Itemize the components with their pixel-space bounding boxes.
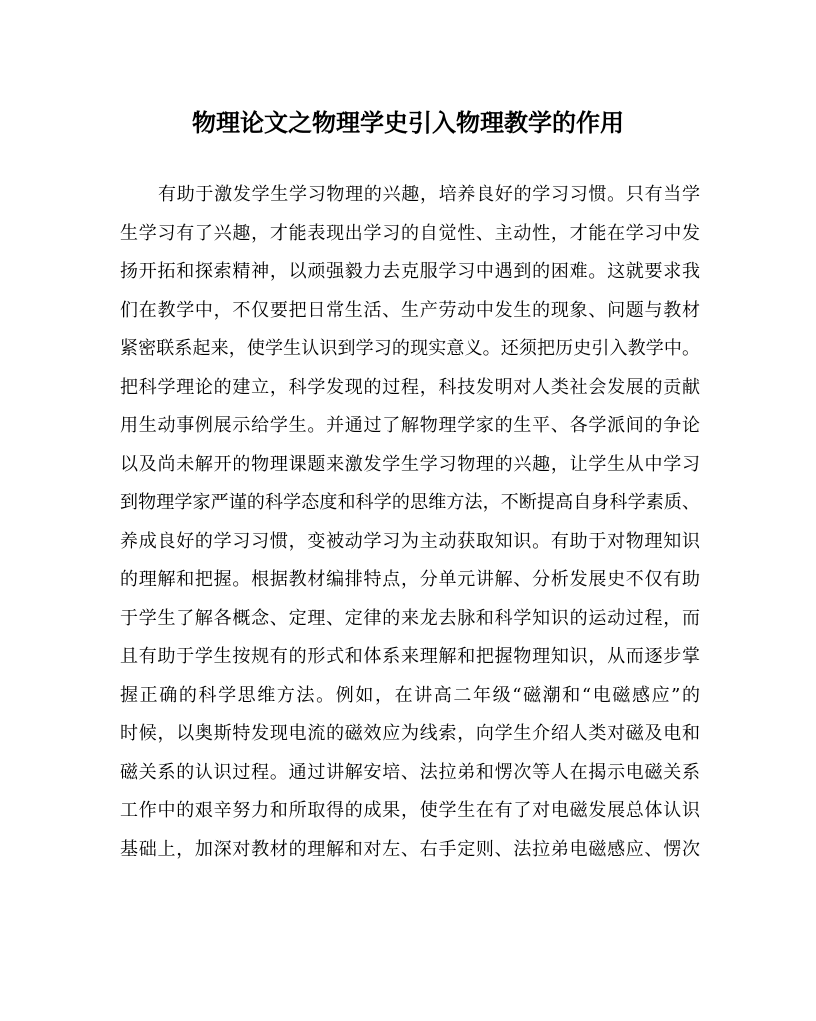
paragraph-line: 生学习有了兴趣，才能表现出学习的自觉性、主动性，才能在学习中发: [120, 222, 700, 244]
paragraph-line: 有助于激发学生学习物理的兴趣，培养良好的学习习惯。只有当学: [158, 184, 700, 205]
paragraph-line: 到物理学家严谨的科学态度和科学的思维方法，不断提高自身科学素质、: [120, 492, 700, 513]
paragraph-line: 养成良好的学习习惯，变被动学习为主动获取知识。有助于对物理知识: [120, 530, 700, 552]
paragraph-line: 的理解和把握。根据教材编排特点，分单元讲解、分析发展史不仅有助: [120, 569, 700, 590]
paragraph-line: 磁关系的认识过程。通过讲解安培、法拉弟和愣次等人在揭示电磁关系: [120, 761, 700, 783]
paragraph-line: 基础上，加深对教材的理解和对左、右手定则、法拉弟电磁感应、愣次: [120, 838, 700, 860]
paragraph-line: 于学生了解各概念、定理、定律的来龙去脉和科学知识的运动过程，而: [120, 607, 700, 629]
paragraph-line: 把科学理论的建立，科学发现的过程，科技发明对人类社会发展的贡献: [120, 376, 700, 398]
paragraph-line: 们在教学中，不仅要把日常生活、生产劳动中发生的现象、问题与教材: [120, 299, 700, 321]
document-body: [120, 182, 700, 875]
paragraph-line: 且有助于学生按规有的形式和体系来理解和把握物理知识，从而逐步掌: [120, 646, 700, 667]
paragraph-line: 时候，以奥斯特发现电流的磁效应为线索，向学生介绍人类对磁及电和: [120, 723, 700, 744]
paragraph-line: 工作中的艰辛努力和所取得的成果，使学生在有了对电磁发展总体认识: [120, 800, 700, 821]
paragraph-line: 扬开拓和探索精神，以顽强毅力去克服学习中遇到的困难。这就要求我: [120, 261, 700, 282]
paragraph-line: 以及尚未解开的物理课题来激发学生学习物理的兴趣，让学生从中学习: [120, 453, 700, 475]
document-title: 物理论文之物理学史引入物理教学的作用: [192, 108, 624, 137]
paragraph-line: 紧密联系起来，使学生认识到学习的现实意义。还须把历史引入教学中。: [120, 338, 700, 359]
paragraph-line: 握正确的科学思维方法。例如，在讲高二年级“磁潮和“电磁感应”的: [120, 684, 700, 706]
paragraph-line: 用生动事例展示给学生。并通过了解物理学家的生平、各学派间的争论: [120, 415, 700, 436]
